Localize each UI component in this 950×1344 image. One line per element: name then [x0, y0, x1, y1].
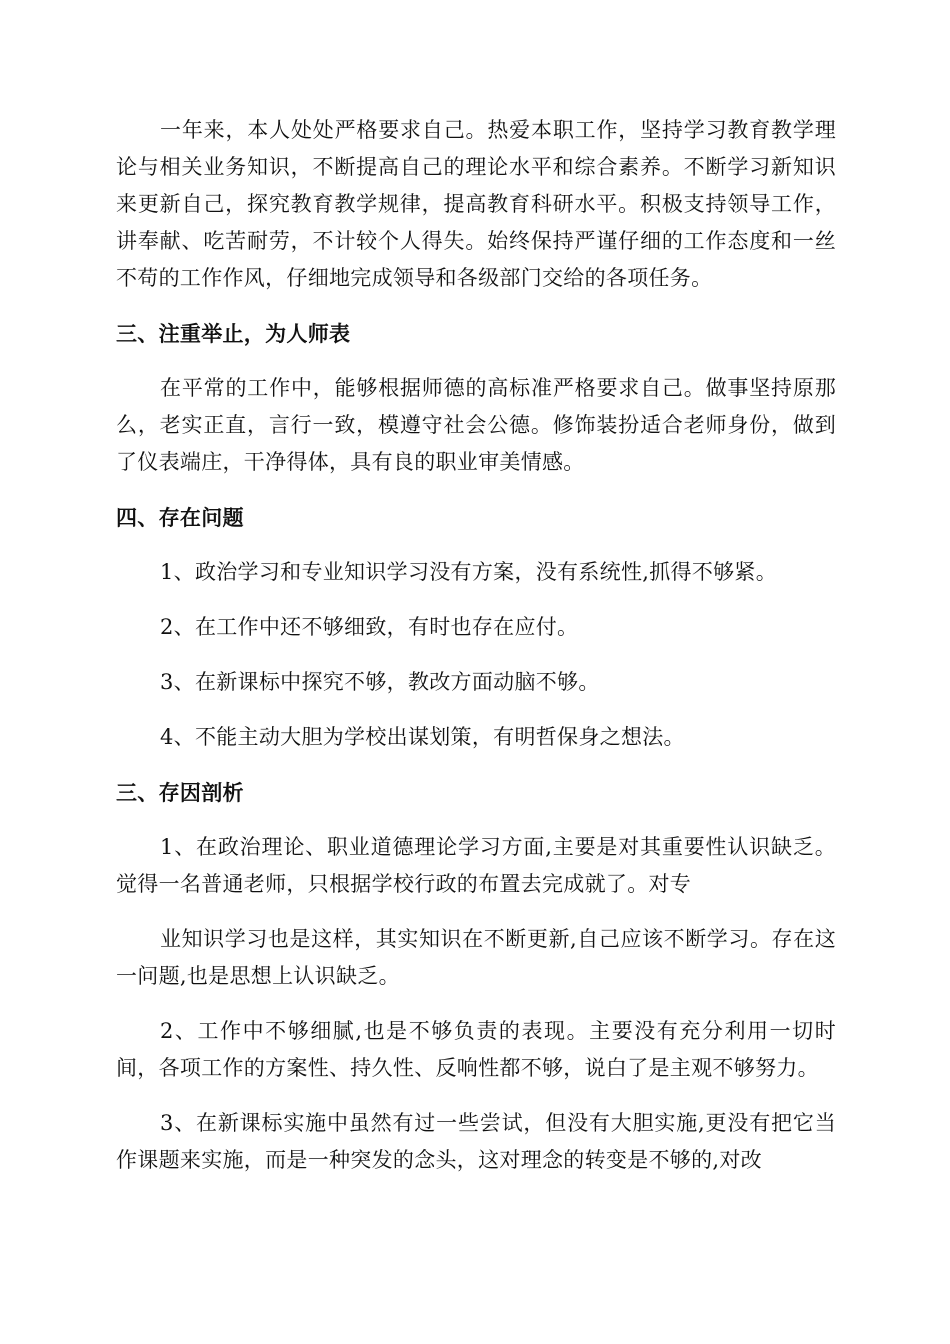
list-item: 3、在新课标中探究不够，教改方面动脑不够。: [160, 670, 600, 694]
section-heading: 四、存在问题: [116, 505, 244, 530]
list-item: 2、在工作中还不够细致，有时也存在应付。: [160, 615, 579, 639]
paragraph: 2、工作中不够细腻,也是不够负责的表现。主要没有充分利用一切时间，各项工作的方案性、持久性、反响性都不够，说白了是主观不够努力。: [116, 1019, 836, 1080]
paragraph: 业知识学习也是这样，其实知识在不断更新,自己应该不断学习。存在这一问题,也是思想上认识缺乏。: [116, 927, 836, 988]
paragraph: 1、在政治理论、职业道德理论学习方面,主要是对其重要性认识缺乏。觉得一名普通老师，只根据学校行政的布置去完成就了。对专: [116, 835, 836, 896]
document-page: [116, 112, 836, 1179]
paragraph: 在平常的工作中，能够根据师德的高标准严格要求自己。做事坚持原那么，老实正直，言行一致，模遵守社会公德。修饰装扮适合老师身份，做到了仪表端庄，干净得体，具有良的职业审美情感。: [116, 376, 836, 474]
list-item: 1、政治学习和专业知识学习没有方案，没有系统性,抓得不够紧。: [160, 560, 778, 584]
section-heading: 三、注重举止，为人师表: [116, 321, 351, 346]
section-heading: 三、存因剖析: [116, 780, 244, 805]
list-item: 4、不能主动大胆为学校出谋划策，有明哲保身之想法。: [160, 725, 685, 749]
paragraph: 3、在新课标实施中虽然有过一些尝试，但没有大胆实施,更没有把它当作课题来实施，而是一种突发的念头，这对理念的转变是不够的,对改: [116, 1111, 836, 1172]
paragraph: 一年来，本人处处严格要求自己。热爱本职工作，坚持学习教育教学理论与相关业务知识，不断提高自己的理论水平和综合素养。不断学习新知识来更新自己，探究教育教学规律，提高教育科研水平。积极支持领导工作，讲奉献、吃苦耐劳，不计较个人得失。始终保持严谨仔细的工作态度和一丝不苟的工作作风，仔细地完成领导和各级部门交给的各项任务。: [116, 118, 836, 290]
